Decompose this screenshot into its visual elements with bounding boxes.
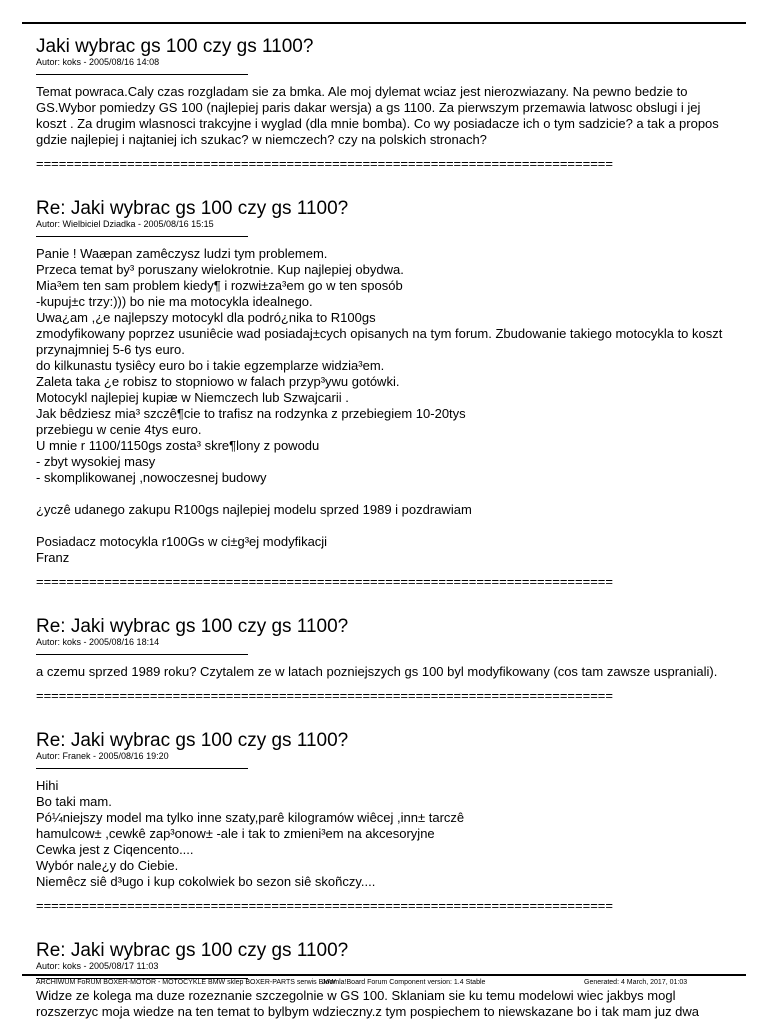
meta-divider — [36, 236, 248, 237]
post-separator: ============================================================================ — [36, 898, 613, 913]
post — [36, 730, 726, 914]
top-rule — [22, 22, 746, 24]
post-title: Jaki wybrac gs 100 czy gs 1100? — [36, 36, 314, 57]
post-separator: ============================================================================ — [36, 156, 613, 171]
meta-divider — [36, 654, 248, 655]
footer-component-version: Joomla!Board Forum Component version: 1.4 Stable — [322, 979, 486, 986]
post-separator: ============================================================================ — [36, 688, 613, 703]
post-author-date: Autor: koks - 2005/08/17 11:03 — [36, 961, 159, 971]
meta-divider — [36, 74, 248, 75]
post-body: Panie ! Waæpan zamêczysz ludzi tym problemem. Przeca temat by³ poruszany wielokrotnie. Kup najlepiej obydwa. Mia³em ten sam problem kiedy¶ i rozwi±za³em go w ten sposób -kupuj±c trzy:))) bo nie ma motocykla idealnego. Uwa¿am ,¿e najlepszy motocykl dla podró¿nika to R100gs zmodyfikowany poprzez usuniêcie wad posiadaj±cych opisanych na tym forum. Zbudowanie takiego motocykla to koszt przynajmniej 5-6 tys euro. do kilkunastu tysiêcy euro bo i takie egzemplarze widzia³em. Zaleta taka ¿e robisz to stopniowo w falach przyp³ywu gotówki. Motocykl najlepiej kupiæ w Niemczech lub Szwajcarii . Jak bêdziesz mia³ szczê¶cie to trafisz na rodzynka z przebiegiem 10-20tys przebiegu w cenie 4tys euro. U mnie r 1100/1150gs zosta³ skre¶lony z powodu - zbyt wysokiej masy - skomplikowanej ,nowoczesnej budowy ¿yczê udanego zakupu R100gs najlepiej modelu sprzed 1989 i pozdrawiam Posiadacz motocykla r100Gs w ci±g³ej modyfikacji Franz — [36, 246, 723, 565]
page-footer — [22, 974, 746, 986]
post — [36, 198, 726, 590]
post-author-date: Autor: koks - 2005/08/16 14:08 — [36, 57, 160, 67]
forum-thread — [36, 36, 726, 1020]
post-separator: ============================================================================ — [36, 574, 613, 589]
post-title: Re: Jaki wybrac gs 100 czy gs 1100? — [36, 730, 349, 751]
post-body: a czemu sprzed 1989 roku? Czytalem ze w latach pozniejszych gs 100 byl modyfikowany (cos tam zawsze uspraniali). — [36, 664, 718, 679]
post-body: Widze ze kolega ma duze rozeznanie szczegolnie w GS 100. Sklaniam sie ku temu modelowi wiec jakbys mogl rozszerzyc moja wiedze na ten temat to bylbym wdzieczny.z tym pospiechem to niewskazane bo i tak mam juz dwa — [36, 988, 700, 1019]
post-author-date: Autor: Wielbiciel Dziadka - 2005/08/16 15:15 — [36, 219, 214, 229]
post-author-date: Autor: Franek - 2005/08/16 19:20 — [36, 751, 169, 761]
post-body: Hihi Bo taki mam. Pó¼niejszy model ma tylko inne szaty,parê kilogramów wiêcej ,inn± tarczê hamulcow± ,cewkê zap³onow± -ale i tak to zmieni³em na akcesoryjne Cewka jest z Ciqencento.... Wybór nale¿y do Ciebie. Niemêcz siê d³ugo i kup cokolwiek bo sezon siê skoñczy.... — [36, 778, 465, 889]
post-title: Re: Jaki wybrac gs 100 czy gs 1100? — [36, 616, 349, 637]
footer-generated-date: Generated: 4 March, 2017, 01:03 — [584, 979, 688, 986]
post-author-date: Autor: koks - 2005/08/16 18:14 — [36, 637, 160, 647]
post-title: Re: Jaki wybrac gs 100 czy gs 1100? — [36, 940, 349, 961]
post — [36, 36, 726, 172]
footer-site-name: ARCHIWUM FoRUM BOXER-MOTOR - MOTOCYKLE BMW sklep BOXER-PARTS serwis BMW — [36, 979, 336, 986]
post-title: Re: Jaki wybrac gs 100 czy gs 1100? — [36, 198, 349, 219]
meta-divider — [36, 768, 248, 769]
post — [36, 616, 726, 704]
post-body: Temat powraca.Caly czas rozgladam sie za bmka. Ale moj dylemat wciaz jest nierozwiazany. Na pewno bedzie to GS.Wybor pomiedzy GS 100 (najlepiej paris dakar wersja) a gs 1100. Za pierwszym przemawia latwosc obslugi i jej koszt . Za drugim wlasnosci trakcyjne i wyglad (dla mnie bomba). Co wy posiadacze ich o tym sadzicie? a tak a propos gdzie najlepiej i najtaniej ich szukac? w niemczech? czy na polskich stronach? — [36, 84, 719, 147]
